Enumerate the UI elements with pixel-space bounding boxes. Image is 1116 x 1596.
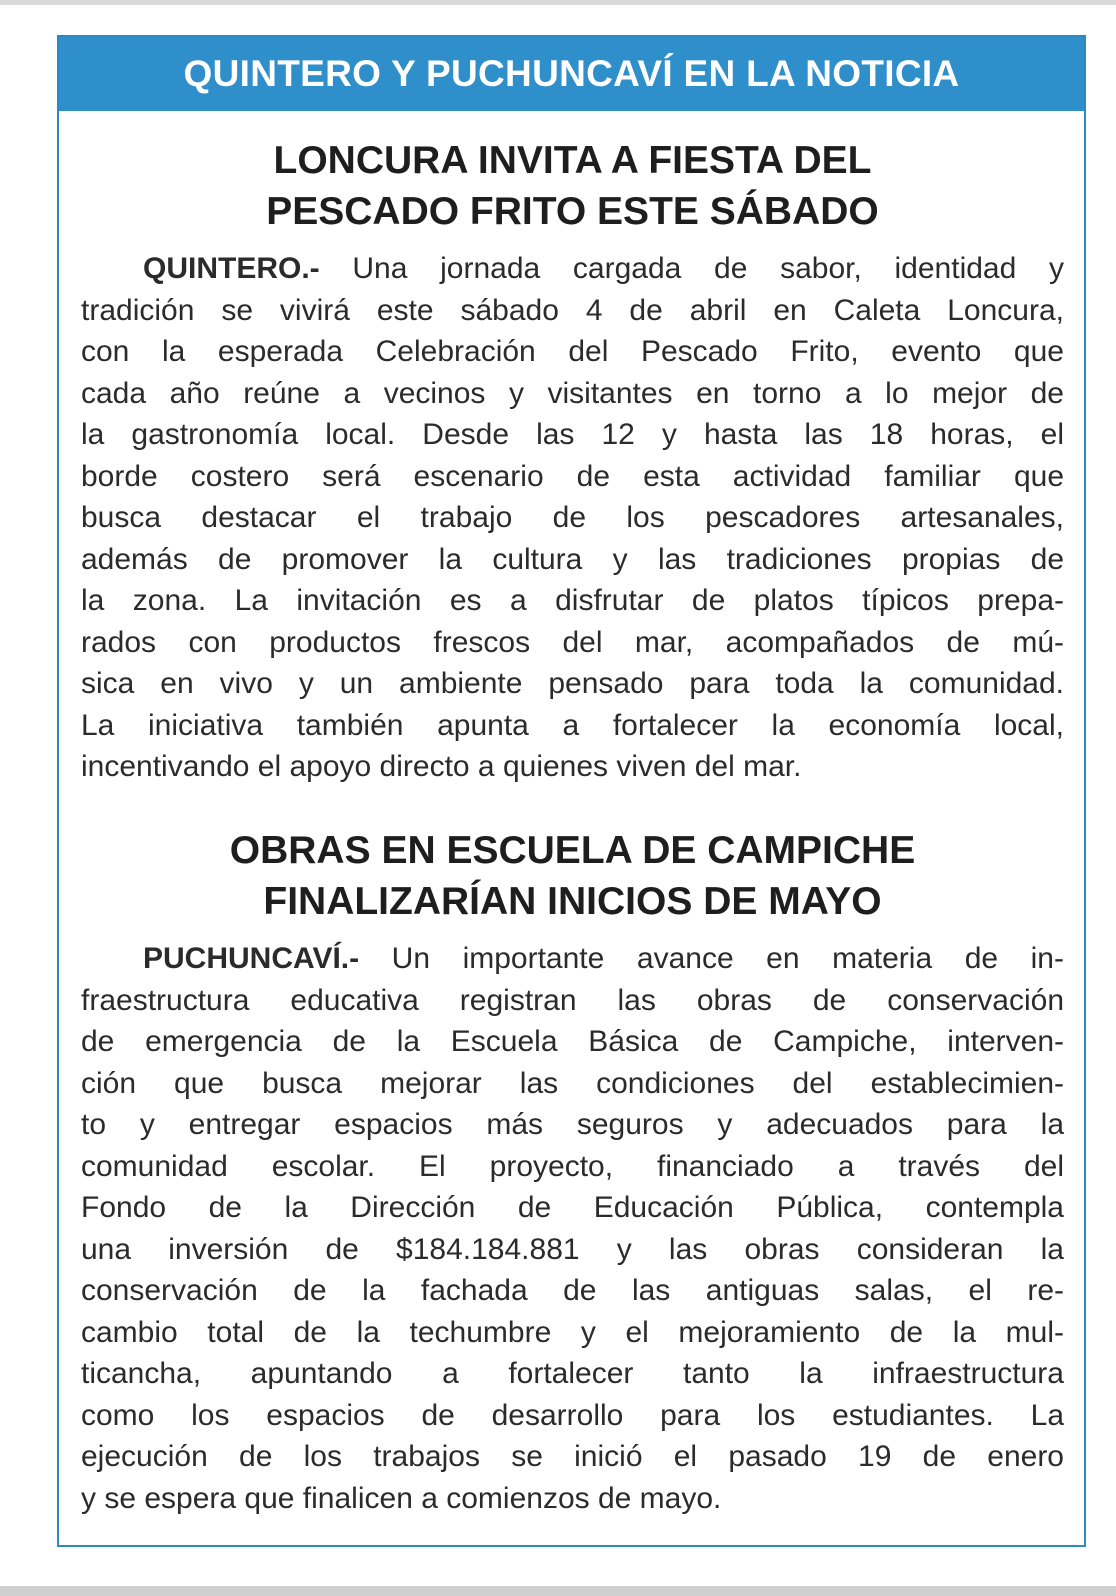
body-line: ticancha, apuntando a fortalecer tanto la infraestructura — [81, 1357, 1064, 1390]
top-divider — [0, 0, 1116, 5]
body-line: y se espera que finalicen a comienzos de mayo. — [81, 1481, 722, 1515]
body-line: tradición se vivirá este sábado 4 de abril en Caleta Loncura, — [81, 293, 1064, 327]
body-line: la zona. La invitación es a disfrutar de platos típicos prepa- — [81, 584, 1064, 617]
article-body — [81, 248, 1064, 788]
body-line: ción que busca mejorar las condiciones del establecimien- — [81, 1066, 1064, 1100]
body-line: de emergencia de la Escuela Básica de Campiche, interven- — [81, 1025, 1064, 1058]
article-loncura — [81, 135, 1064, 788]
body-line: ejecución de los trabajos se inició el pasado 19 de enero — [81, 1440, 1064, 1473]
body-line: cada año reúne a vecinos y visitantes en torno a lo mejor de — [81, 376, 1064, 410]
headline-line: OBRAS EN ESCUELA DE CAMPICHE — [229, 829, 916, 872]
article-headline — [81, 135, 1064, 237]
section-title: QUINTERO Y PUCHUNCAVÍ EN LA NOTICIA — [183, 53, 960, 94]
body-line: Fondo de la Dirección de Educación Pública, contempla — [81, 1191, 1064, 1224]
body-line: comunidad escolar. El proyecto, financiado a través del — [81, 1149, 1064, 1183]
body-line: con la esperada Celebración del Pescado Frito, evento que — [81, 335, 1064, 368]
body-line: sica en vivo y un ambiente pensado para toda la comunidad. — [81, 667, 1064, 700]
body-line: una inversión de $184.184.881 y las obras consideran la — [81, 1232, 1064, 1266]
dateline: QUINTERO.- — [143, 252, 320, 285]
body-line-text: Una jornada cargada de sabor, identidad y — [319, 252, 1064, 285]
news-box — [57, 35, 1086, 1547]
body-line: borde costero será escenario de esta actividad familiar que — [81, 459, 1064, 493]
article-campiche — [81, 825, 1064, 1519]
body-line: la gastronomía local. Desde las 12 y hasta las 18 horas, el — [81, 418, 1064, 451]
dateline: PUCHUNCAVÍ.- — [143, 942, 360, 975]
body-line — [81, 938, 1064, 980]
body-line: busca destacar el trabajo de los pescadores artesanales, — [81, 501, 1064, 534]
article-body — [81, 938, 1064, 1519]
body-line: además de promover la cultura y las tradiciones propias de — [81, 542, 1064, 576]
body-line — [81, 248, 1064, 290]
article-headline — [81, 825, 1064, 927]
body-line: incentivando el apoyo directo a quienes viven del mar. — [81, 750, 802, 783]
bottom-divider — [0, 1586, 1116, 1596]
body-line: como los espacios de desarrollo para los estudiantes. La — [81, 1398, 1064, 1432]
body-line: fraestructura educativa registran las obras de conservación — [81, 983, 1064, 1017]
body-line: La iniciativa también apunta a fortalecer la economía local, — [81, 708, 1064, 742]
headline-line: LONCURA INVITA A FIESTA DEL — [273, 139, 872, 182]
body-line: cambio total de la techumbre y el mejoramiento de la mul- — [81, 1315, 1064, 1349]
body-line: to y entregar espacios más seguros y adecuados para la — [81, 1108, 1064, 1141]
headline-line: FINALIZARÍAN INICIOS DE MAYO — [263, 880, 882, 923]
body-line-text: Un importante avance en materia de in- — [359, 942, 1064, 975]
body-line: rados con productos frescos del mar, acompañados de mú- — [81, 625, 1064, 659]
section-banner — [59, 37, 1084, 111]
body-line: conservación de la fachada de las antiguas salas, el re- — [81, 1274, 1064, 1307]
headline-line: PESCADO FRITO ESTE SÁBADO — [266, 190, 879, 233]
